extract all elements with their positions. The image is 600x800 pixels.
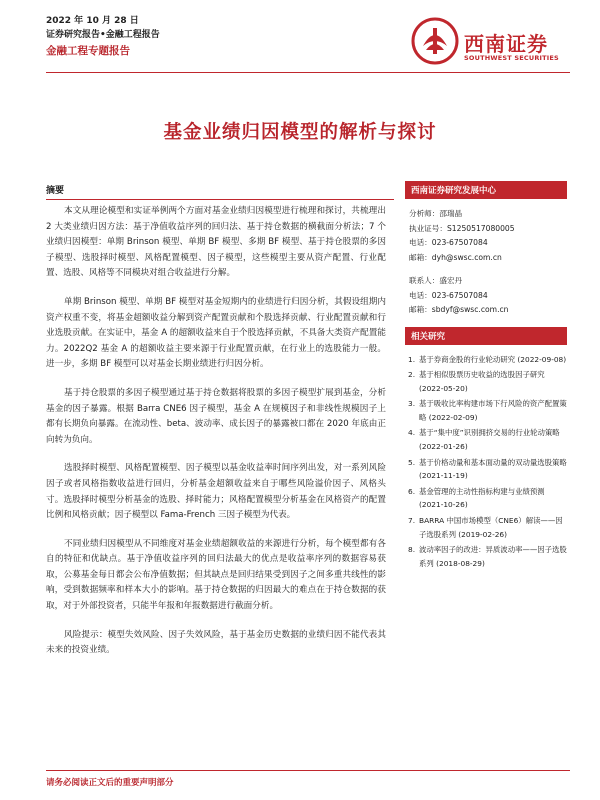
report-category: 证券研究报告•金融工程报告 bbox=[46, 30, 160, 40]
related-item[interactable]: 5. 基于价格动量和基本面动量的双动量选股策略 (2021-11-19) bbox=[408, 457, 567, 481]
related-item-text: 基于“集中度”识别拥挤交易的行业轮动策略 (2022-01-26) bbox=[419, 428, 560, 452]
related-item-text: 基于吸收比率构建市场下行风险的资产配置策略 (2022-02-09) bbox=[419, 399, 567, 422]
swsc-logo bbox=[410, 14, 560, 68]
swsc-logo-icon bbox=[410, 16, 460, 66]
related-item[interactable]: 3. 基于吸收比率构建市场下行风险的资产配置策略 (2022-02-09) bbox=[408, 399, 567, 422]
related-item[interactable]: 6. 基金管理的主动性指标构建与业绩预测 (2021-10-26) bbox=[408, 486, 545, 510]
related-item[interactable]: 8. 波动率因子的改进：异质波动率——因子选股系列 (2018-08-29) bbox=[408, 545, 567, 568]
footer-disclaimer: 请务必阅读正文后的重要声明部分 bbox=[46, 778, 174, 788]
contact-name: 联系人：盛宏丹 bbox=[409, 276, 463, 285]
related-heading: 相关研究 bbox=[405, 327, 567, 345]
footer-divider bbox=[46, 770, 570, 771]
report-type: 金融工程专题报告 bbox=[46, 45, 130, 57]
analyst-phone: 电话：023-67507084 bbox=[409, 238, 488, 247]
header-divider bbox=[46, 72, 570, 73]
risk-warning: 风险提示：模型失效风险、因子失效风险，基于基金历史数据的业绩归因不能代表其未来的投资业绩。 bbox=[46, 629, 386, 656]
analyst-license: 执业证号：S1250517080005 bbox=[409, 223, 515, 233]
abstract-paragraph: 不同业绩归因模型从不同维度对基金业绩超额收益的来源进行分析，每个模型都有各自的特征和优缺点。基于净值收益序列的回归法最大的优点是收益率序列的数据容易获取，公募基金每日都会公布净值数据；但其缺点是回归结果受到因子之间多重共线性的影响，受到数据频率和样本大小的影响。基于持仓数据的归因最大的难点在于持仓数据的获取，对于外部投资者，只能半年报和年报数据进行截面分析。 bbox=[46, 538, 386, 612]
sidebar bbox=[405, 181, 567, 572]
abstract-heading: 摘要 bbox=[46, 183, 394, 200]
contact-phone: 电话：023-67507084 bbox=[409, 290, 488, 300]
logo-name-cn: 西南证券 bbox=[464, 32, 548, 56]
related-item-text: BARRA 中国市场模型（CNE6）解读——因子选股系列 (2019-02-26) bbox=[419, 516, 563, 539]
report-date: 2022 年 10 月 28 日 bbox=[46, 16, 139, 26]
related-item-text: 基于券商金股的行业轮动研究 (2022-09-08) bbox=[419, 354, 567, 364]
analyst-name: 分析师：邵瑞晶 bbox=[409, 209, 463, 218]
related-item-text: 基于相似股票历史收益的选股因子研究 (2022-05-20) bbox=[419, 370, 545, 393]
related-item[interactable]: 1. 基于券商金股的行业轮动研究 (2022-09-08) bbox=[408, 354, 567, 364]
abstract-paragraph: 选股择时模型、风格配置模型、因子模型以基金收益率时间序列出发，对一系列风险因子或者风格指数收益进行回归，分析基金超额收益来自于哪些风险溢价因子、风格头寸。选股择时模型分析基金的选股、择时能力；风格配置模型分析基金在风格资产的配置比例和风格贡献；因子模型以 Fama-French 三因子模型为代表。 bbox=[46, 463, 386, 521]
related-item-text: 基于价格动量和基本面动量的双动量选股策略 (2021-11-19) bbox=[419, 457, 567, 481]
abstract-body bbox=[46, 204, 386, 672]
abstract-paragraph: 单期 Brinson 模型、单期 BF 模型对基金短期内的业绩进行归因分析，其假设组期内资产权重不变，将基金超额收益分解到资产配置贡献和个股选择贡献、行业配置贡献和行业选股贡献。在实证中，基金 A 的超额收益来自于个股选择贡献，不具备大类资产配置能力。2022Q2 基金 A 的超额收益主要来源于行业配置贡献，在行业上的选股能力一般。进一步，多期 BF 模型可以对基金长期业绩进行归因分析。 bbox=[46, 296, 386, 370]
related-item[interactable]: 7. BARRA 中国市场模型（CNE6）解读——因子选股系列 (2019-02-26) bbox=[408, 516, 563, 539]
report-header bbox=[46, 14, 160, 58]
logo-name-en: SOUTHWEST SECURITIES bbox=[464, 54, 559, 62]
abstract-paragraph: 基于持仓股票的多因子模型通过基于持仓数据将股票的多因子模型扩展到基金，分析基金的因子暴露。根据 Barra CNE6 因子模型，基金 A 在规模因子和非线性规模因子上都有长期负向暴露。在流动性、beta、波动率、成长因子的暴露被口都在 2020 年底由正向转为负向。 bbox=[46, 387, 386, 445]
analyst-email[interactable]: 邮箱：dyh@swsc.com.cn bbox=[409, 252, 502, 262]
contact-email[interactable]: 邮箱：sbdyf@swsc.com.cn bbox=[409, 305, 509, 314]
related-item-text: 基金管理的主动性指标构建与业绩预测 (2021-10-26) bbox=[419, 486, 545, 510]
related-item-text: 波动率因子的改进：异质波动率——因子选股系列 (2018-08-29) bbox=[419, 545, 567, 568]
institute-heading: 西南证券研究发展中心 bbox=[405, 181, 567, 199]
related-item[interactable]: 2. 基于相似股票历史收益的选股因子研究 (2022-05-20) bbox=[408, 370, 545, 393]
report-title: 基金业绩归因模型的解析与探讨 bbox=[163, 122, 437, 143]
abstract-paragraph: 本文从理论模型和实证举例两个方面对基金业绩归因模型进行梳理和探讨，共梳理出 2 大类业绩归因方法：基于净值收益序列的回归法、基于持仓数据的横截面分析法；7 个业绩归因模型：单期 Brinson 模型、单期 BF 模型、多期 BF 模型、基于持仓股票的多因子模型、选股择时模型、风格配置模型、因子模型，这些模型主要从资产配置、行业配置、选股、风格等不同模块对组合收益进行分解。 bbox=[46, 206, 386, 279]
related-item[interactable]: 4. 基于“集中度”识别拥挤交易的行业轮动策略 (2022-01-26) bbox=[408, 428, 560, 452]
related-list bbox=[405, 353, 567, 571]
